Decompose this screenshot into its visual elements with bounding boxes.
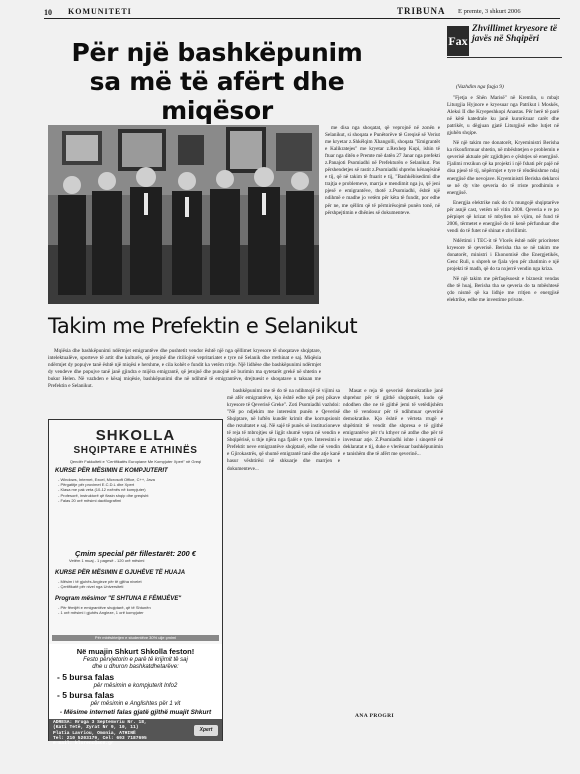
fax-title-line: Zhvillimet kryesore të [472, 24, 557, 34]
middle-paragraph: bashkëpunimi me të do të na ndihmojë të vijimi sa më afër emigrantëve, kjo është edhe një prej pikave kryesore të Qeverisë Greke". Zoti Psomiadhi vazhdoi: "Në po ndjekim me interesim punën e Qeverisë Shqiptare, në luftën kundër krimit dhe korrupsionit dhe rezultatet e saj. Në sajë të punës së institucioneve të reja të mbrojtjes së ligjit shumë vepra në vendin e Shqipërisë, u thje njëra nga fjalët e tyre. Interesimi e Prefektit neve emigrantëve shqiptarë, edhe në vendin e Gjirokastrës, që shumë emigrantë tanë dhe atje kanë hasur vështirësi në shkuarje dhe marrjen e dokumenteve... [227, 388, 340, 472]
ad-list-item: - Klasa me pak veta (10-12 nxënës në kompjuter) [58, 487, 146, 493]
ad-list-item: - Profesorë, instruktorë që flasin shqip dhe greqisht [58, 492, 149, 498]
xpert-logo: Xpert [194, 725, 218, 736]
ad-celebration-section [49, 645, 222, 747]
group-photo-illustration [48, 125, 319, 304]
ad-address: ADRESA: Rruga 3 Septemvriu Nr. 18, [53, 720, 147, 725]
ad-scholarship-offer: - 5 bursa falas [57, 690, 115, 700]
ad-scholarship-detail: për mësimin e kompjuterit Info2 [93, 683, 178, 689]
fax-paragraph: Ndërtimi i TEC-it të Vlorës është ndër prioritetet kryesore të qeverisë. Berisha tha se në takim me donatorët, ministri i Ekonomisë dhe Energjetikës, Genc Ruli, u shpreh se fjala vjen për zbatimin e një projekti të madh, që do ta nxjerrë vendin nga kriza. [447, 237, 559, 273]
ad-tagline: Qendër Fakkulteti e "Certifikatës Europiane Me Kompjuter Xpert" në Greqi [69, 459, 202, 464]
fax-paragraph: Energjia elektrike nuk do t'u mungojë shqiptarëve për asnjë cast, vetëm në vitin 2008. Qeveria e re po përpiqet që krizat të mbyllen në vijim, në fund të 2006, tërmetet e energjisë do të kenë përfunduar dhe vendi do të futet në shinat e zhvillimit. [447, 199, 559, 234]
ad-student-discount: Për mbështetjen e studentëve 30% ulje çmimi [52, 635, 219, 641]
ad-address: Platia Lavriou, Omonia, ATHINË [53, 730, 136, 736]
ad-language-courses-heading: KURSE PËR MËSIMIN E GJUHËVE TË HUAJA [55, 570, 186, 576]
ad-email: e-mail: klorenc@acn.gr [53, 741, 114, 747]
fax-paragraph: "Fjetja e Shën Marisë" në Kremlin, u mbajt Liturgjia Hyjnore e kryesuar nga Patrikut i Moskës, Aleksi II dhe Kryepeshkopi Anastas. Për herë të parë në këtë katedrale ku janë kurorëzuar carët dhe patrikët, u dëgjuan gjatë Liturgjisë edhe lutjet në gjuhën shqipe. [447, 95, 559, 137]
ad-free-internet: - Mësime interneti falas gjatë gjithë muajit Shkurt [59, 709, 212, 716]
side-paragraph: me disa nga shoqatat, që veprojnë në zonën e Selanikut, si shoqata e Punëtorëve të Greqisë së Veriut me kryetar z.Shkëlqim Xhangolli, shoqata "Emigrantët e Kalikratejes" me kryetar z.Rexhep Kupi, ishin të ftuar nga ditën e Premte më datën 27 Janar nga prefekti z.Panajoti Psomiadhi në Prefekturën e Selanikut. Pas përshendetjes së rastit z.Psomiadhi shprehu kënaqësinë e tij, që në takim të ftuarit e tij, "Bashkëbisedimi dhe trajtja e problemeve, marrja e mendimit nga ju, që jeni pjesë e emigrantëve, thotë z.Psomiadhi, është një ndihmë e madhe jo vetëm për këta të fundit, por edhe për ne, me qëllim që të përmirësojmë punën tonë, në përshpejtimin e dhënies së dokumenteve. [325, 125, 440, 216]
article-photo [48, 125, 319, 304]
ad-scholarship-detail: për mësimin e Anglishtes për 1 vit [90, 701, 181, 707]
ad-children-program-heading: Program mësimor "E SHTUNA E FËMIJËVE" [55, 596, 182, 602]
fax-rule [447, 57, 562, 58]
ad-list-item: - Për fëmijët e emigrantëve shqiptarë, që të Shtunën [58, 605, 151, 610]
newspaper-masthead: TRIBUNA [397, 6, 446, 16]
article-byline: ANA PROGRI [355, 713, 394, 719]
ad-celebration-line: dhe u dhuron bashkatdhetarëve: [92, 664, 179, 670]
ad-subtitle: SHQIPTARE E ATHINËS [73, 445, 198, 456]
ad-contact-box [49, 719, 222, 747]
ad-special-price: Çmim special për fillestarët: 200 € [75, 549, 196, 558]
ad-list-item: - Windows, Internet, Excel, Microsoft Office, C++, Java [58, 477, 155, 482]
ad-celebration-title: Në muajin Shkurt Shkolla feston! [76, 647, 195, 656]
ad-celebration-line: Festo përvjetorin e parë të krijimit të saj [83, 657, 188, 663]
article-right-column [343, 388, 443, 710]
ad-list-item: - 1 orë mësimi i gjuhës Angleze, 1 orë kompjuter [58, 610, 144, 616]
ad-address: (Kati Tetë, Zyrat Nr 9, 10, 11) [53, 725, 139, 731]
header-rule [44, 18, 560, 19]
fax-title-line: javës në Shqipëri [472, 34, 540, 44]
intro-paragraph: Mqiësia dhe bashkëpunimi ndërmjet emigrantëve dhe pushtetit vendor është një nga qëllimet kryesore të shoqatave shqiptare, intelektualëve, sporteve të artit dhe kulturës, që jetojnë dhe ritiliojnë vepritariatet e tyre në Selanik dhe rrethinat e saj. Miqësia ndërmjet dy popujve tanë është një miqësi e hershme, e cila kohët e fundit ka vetëm rritje. Një lidhëse dhe bashkëpunimi ndërmjet dy vendeve dhe popujve tanë janë gjindra e mijëra emigrantë, që jetojnë dhe punojnë në burimin ma qytetarët grekë në shtetin e bukur Helen. Në vazhden e kësaj miqësie, bashkëpunimi dhe në ndihmë të emigrantëve, drejtuesit e shoqatave u takuan me Prefektin e Selanikut. [48, 348, 321, 390]
ad-brand: SHKOLLA [95, 427, 176, 444]
ad-list-item: - Çertifikatë për nivel nga Universiteti [58, 584, 124, 590]
article-middle-column [227, 388, 340, 728]
ad-computer-courses-heading: KURSE PËR MËSIMIN E KOMPJUTERIT [55, 468, 168, 474]
fax-logo: Fax [447, 26, 469, 56]
ad-list-item: - Falas 20 orë mësimi dactilografimi [58, 497, 122, 503]
ad-list-item: - Mësim i të gjuhës Angleze për të gjitha nivelet [58, 579, 142, 584]
fax-continuation-note: (Vazhdim nga faqja 9) [456, 84, 504, 90]
photo-caption: Takim me Prefektin e Selanikut [48, 314, 358, 338]
ad-children-program-list [58, 605, 218, 615]
ad-list-item: - Përgatitje për provimet E.C.D.L dhe Xpert [58, 482, 135, 488]
right-paragraph: Masat e reja të qeverisë demokratike janë shprehur për të gjithë shqiptarët, kudo që ndodhen dhe ne të gjithë jemi të vetëdijshëm dhe të vendosur për të ndihmuar qeverinë demokratike. Kjo është e vërteta rrugë e shpëtimit të vendit dhe shpresa e të gjithë emigrantëve për t'u kthyer në atdhe dhe për të investuar atje. Z.Psomiadhi ishte i sinqertë në deklaratat e tij, duke e vlerësuar bashkëpunimin e tanishëm dhe të afërt me qeverinë... [343, 388, 443, 458]
section-masthead: KOMUNITETI [68, 7, 132, 16]
article-headline: Për një bashkëpunim sa më të afërt dhe miqësor [71, 38, 363, 125]
page-number: 10 [44, 8, 52, 17]
ad-computer-courses-list [58, 477, 218, 503]
ad-price-note: Vetëm 1 muaj - 1 pagesë - 120 orë mësimi [69, 558, 145, 563]
school-advertisement [48, 419, 223, 747]
ad-phone: Tel: 210 5203179, Cel: 693 7187695 [53, 735, 147, 741]
issue-date: E premte, 3 shkurt 2006 [458, 8, 521, 15]
ad-language-courses-list [58, 579, 218, 589]
fax-title [472, 24, 562, 44]
article-side-column [325, 125, 440, 387]
ad-top-section [49, 420, 222, 644]
fax-column [447, 95, 559, 735]
fax-paragraph: Në një takim me donatorët, Kryeministri Berisha ka rikonfirmuar shtetin, në mbështetjen e problemin e qeverisë aktuale për zgjidhjen e çështjes së energjisë. Fjalimi rrezikun që ka projekti i një fshati për pajë në disa pjesë të tij, nëpërmjet e tyre të rëndësishme ndaj energjisë dhe nevojave. Kryeministri Berisha deklaroi se në dy vite qeveria do të rriste prodhimin e energjisë. [447, 140, 559, 196]
ad-scholarship-offer: - 5 bursa falas [57, 672, 115, 682]
fax-paragraph: Në një takim me përfaqësuesit e biznesit vendas dhe të huaj, Berisha tha se qeveria do ta mbështesë çdo nismë që ka lidhje me rritjen e energjisë elektrike, edhe me investime private. [447, 276, 559, 304]
